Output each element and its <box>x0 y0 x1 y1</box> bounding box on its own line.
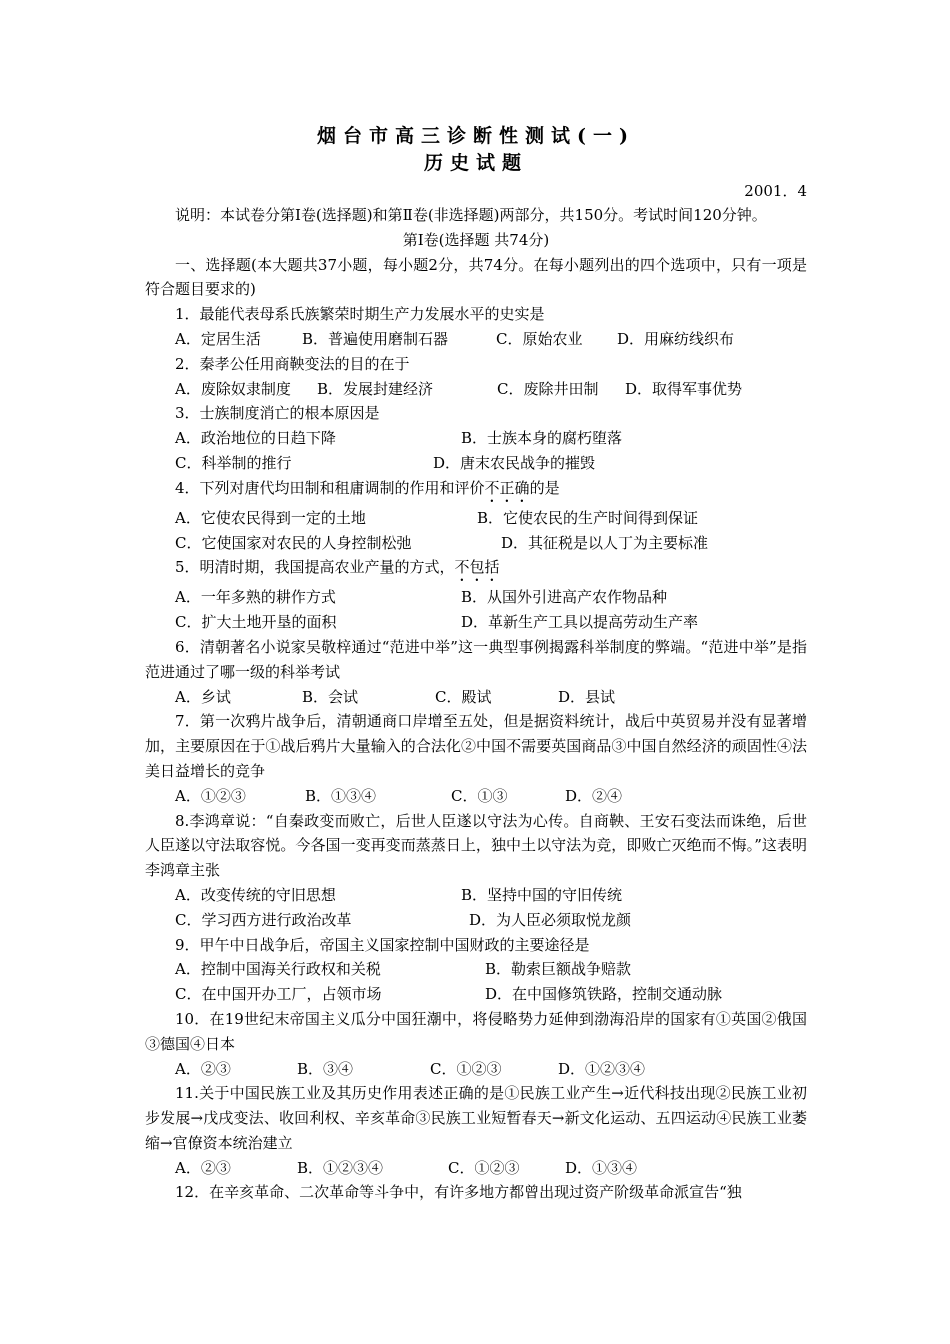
option-row <box>145 883 807 908</box>
option: A．控制中国海关行政权和关税 <box>175 960 381 979</box>
question-stem <box>145 476 807 506</box>
exam-subtitle: 历史试题 <box>423 152 528 174</box>
option: B．③④ <box>297 1059 354 1078</box>
option: A．①②③ <box>175 786 246 805</box>
question-stem: 11.关于中国民族工业及其历史作用表述正确的是①民族工业产生→近代科技出现②民族工业初步发展→戊戌变法、收回利权、辛亥革命③民族工业短暂春天→新文化运动、五四运动④民族工业萎缩→官僚资本统治建立 <box>145 1084 807 1152</box>
option: D．其征税是以人丁为主要标准 <box>501 533 709 552</box>
option-row <box>145 531 807 556</box>
option: A．乡试 <box>175 687 231 706</box>
option: B．①③④ <box>305 786 377 805</box>
option: B．普遍使用磨制石器 <box>302 329 449 348</box>
option: B．坚持中国的守旧传统 <box>461 885 623 904</box>
emphasized-text: 不正确 <box>484 478 530 497</box>
emphasized-text: 不包括 <box>454 558 500 577</box>
option: C．它使国家对农民的人身控制松弛 <box>175 533 412 552</box>
option: C．①②③ <box>448 1158 520 1177</box>
option: D．①②③④ <box>558 1059 646 1078</box>
option: B．发展封建经济 <box>317 379 434 398</box>
section-title: 第Ⅰ卷(选择题 共74分) <box>402 230 550 249</box>
option: D．在中国修筑铁路，控制交通动脉 <box>485 985 723 1004</box>
option: C．学习西方进行政治改革 <box>175 910 352 929</box>
option: D．革新生产工具以提高劳动生产率 <box>461 613 699 632</box>
question-stem: 2．秦孝公任用商鞅变法的目的在于 <box>175 354 410 373</box>
option: C．在中国开办工厂，占领市场 <box>175 985 382 1004</box>
option: D．②④ <box>565 786 623 805</box>
option-row <box>145 451 807 476</box>
exam-page <box>145 123 807 1205</box>
option-row <box>145 506 807 531</box>
option: A．一年多熟的耕作方式 <box>175 588 336 607</box>
option: D．县试 <box>558 687 616 706</box>
option: C．扩大土地开垦的面积 <box>175 613 337 632</box>
stem-text: 4．下列对唐代均田制和租庸调制的作用和评价 <box>175 478 485 497</box>
question-stem <box>145 555 807 585</box>
option: D．①③④ <box>565 1158 638 1177</box>
option: C．废除井田制 <box>497 379 599 398</box>
question-stem: 12．在辛亥革命、二次革命等斗争中，有许多地方都曾出现过资产阶级革命派宣告“独 <box>175 1183 742 1202</box>
question-stem: 6．清朝著名小说家吴敬梓通过“范进中举”这一典型事例揭露科举制度的弊端。“范进中举”是指范进通过了哪一级的科举考试 <box>145 637 807 681</box>
option: B．从国外引进高产农作物品种 <box>461 588 668 607</box>
question-stem: 7．第一次鸦片战争后，清朝通商口岸增至五处，但是据资料统计，战后中英贸易并没有显著增加，主要原因在于①战后鸦片大量输入的合法化②中国不需要英国商品③中国自然经济的顽固性④法美日益增长的竞争 <box>145 712 807 780</box>
option: A．废除奴隶制度 <box>175 379 291 398</box>
option-row <box>145 784 807 809</box>
option: A．②③ <box>175 1158 231 1177</box>
option-row <box>145 377 807 402</box>
option: A．②③ <box>175 1059 231 1078</box>
option: C．殿试 <box>435 687 492 706</box>
option-row <box>145 327 807 352</box>
option: B．士族本身的腐朽堕落 <box>461 429 623 448</box>
option: D．唐末农民战争的摧毁 <box>433 453 596 472</box>
option: B．会试 <box>302 687 359 706</box>
stem-text: 的是 <box>529 478 560 497</box>
question-stem: 8.李鸿章说：“自秦政变而败亡，后世人臣遂以守法为心传。自商鞅、王安石变法而诛绝，后世人臣遂以守法取容悦。今各国一变再变而蒸蒸日上，独中土以守法为竞，即败亡灭绝而不悔。”这表明李鸿章主张 <box>145 811 807 880</box>
option-row <box>145 426 807 451</box>
option-row <box>145 1057 807 1082</box>
option: B．它使农民的生产时间得到保证 <box>477 508 699 527</box>
question-stem: 9．甲午中日战争后，帝国主义国家控制中国财政的主要途径是 <box>175 935 590 954</box>
option-row <box>145 610 807 635</box>
option-row <box>145 685 807 710</box>
option-row <box>145 957 807 982</box>
question-stem: 1．最能代表母系氏族繁荣时期生产力发展水平的史实是 <box>175 305 545 324</box>
exam-date: 2001．4 <box>744 182 807 200</box>
option: B．①②③④ <box>297 1158 384 1177</box>
stem-text: 5．明清时期，我国提高农业产量的方式， <box>175 558 455 577</box>
option: C．原始农业 <box>496 329 583 348</box>
option: A．政治地位的日趋下降 <box>175 429 336 448</box>
option: C．科举制的推行 <box>175 453 292 472</box>
exam-instructions: 说明：本试卷分第Ⅰ卷(选择题)和第Ⅱ卷(非选择题)两部分，共150分。考试时间120分钟。 <box>175 206 767 224</box>
option: A．它使农民得到一定的土地 <box>175 508 366 527</box>
option: C．①③ <box>451 786 508 805</box>
option: B．勒索巨额战争赔款 <box>485 960 632 979</box>
question-stem: 3．士族制度消亡的根本原因是 <box>175 404 380 423</box>
option-row <box>145 982 807 1007</box>
option: A．定居生活 <box>175 329 261 348</box>
option: C．①②③ <box>430 1059 502 1078</box>
option: D．为人臣必须取悦龙颜 <box>469 910 632 929</box>
question-stem: 10．在19世纪末帝国主义瓜分中国狂潮中，将侵略势力延伸到渤海沿岸的国家有①英国②俄国③德国④日本 <box>145 1009 807 1053</box>
section-instructions: 一、选择题(本大题共37小题，每小题2分，共74分。在每小题列出的四个选项中，只有一项是符合题目要求的) <box>145 255 807 299</box>
option-row <box>145 1156 807 1181</box>
option: A．改变传统的守旧思想 <box>175 885 336 904</box>
exam-title: 烟台市高三诊断性测试(一) <box>317 125 635 147</box>
option: D．取得军事优势 <box>625 379 743 398</box>
option-row <box>145 585 807 610</box>
option: D．用麻纺线织布 <box>617 329 735 348</box>
option-row <box>145 908 807 933</box>
